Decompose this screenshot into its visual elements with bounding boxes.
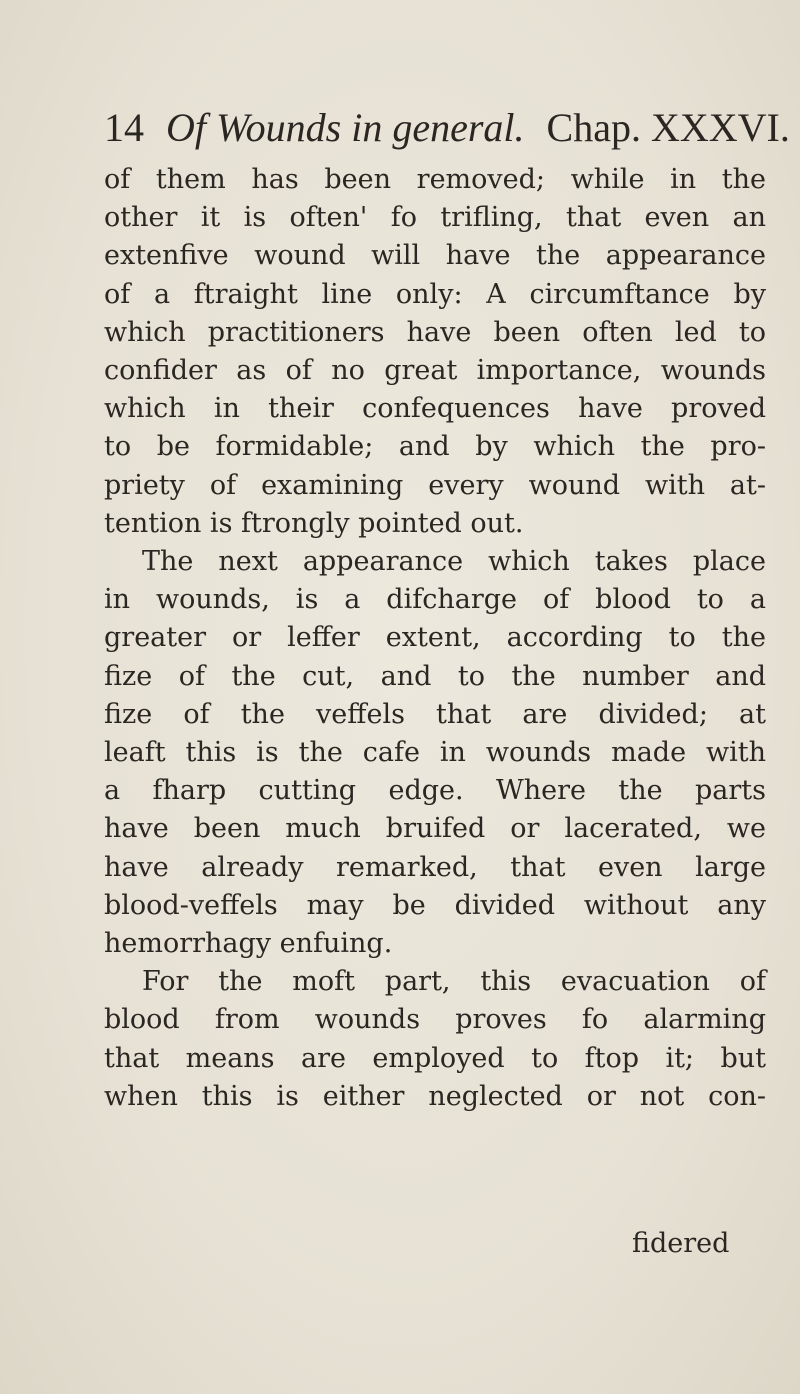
text-line: have already remarked, that even large bbox=[104, 851, 766, 883]
text-line: The next appearance which takes place bbox=[142, 546, 766, 577]
text-line: blood-veffels may be divided without any bbox=[104, 889, 766, 921]
text-line: when this is either neglected or not con- bbox=[104, 1080, 766, 1112]
running-title: Of Wounds in general. bbox=[166, 105, 525, 150]
text-line: which in their confequences have proved bbox=[104, 393, 766, 425]
text-line: For the moft part, this evacuation of bbox=[142, 966, 766, 998]
text-line: of them has been removed; while in the bbox=[104, 164, 766, 195]
text-line: have been much bruifed or lacerated, we bbox=[104, 813, 766, 845]
running-header bbox=[104, 100, 790, 156]
text-line: that means are employed to ftop it; but bbox=[104, 1042, 766, 1074]
text-line: blood from wounds proves fo alarming bbox=[104, 1004, 766, 1036]
text-line: confider as of no great importance, wounds bbox=[104, 355, 766, 386]
page-number: 14 bbox=[104, 105, 144, 150]
text-line: which practitioners have been often led to bbox=[104, 316, 766, 348]
text-line: of a ftraight line only: A circumftance by bbox=[104, 278, 766, 310]
text-line: tention is ftrongly pointed out. bbox=[104, 507, 524, 539]
text-line: priety of examining every wound with at- bbox=[104, 469, 766, 501]
text-line: greater or leffer extent, according to the bbox=[104, 622, 766, 654]
text-line: extenfive wound will have the appearance bbox=[104, 240, 766, 272]
text-line: in wounds, is a difcharge of blood to a bbox=[104, 584, 766, 616]
text-line: hemorrhagy enfuing. bbox=[104, 928, 393, 959]
text-line: fize of the veffels that are divided; at bbox=[104, 698, 766, 730]
text-line: fize of the cut, and to the number and bbox=[104, 660, 766, 692]
chapter-label: Chap. XXXVI. bbox=[546, 105, 790, 150]
catchword: fidered bbox=[632, 1228, 730, 1259]
text-line: a fharp cutting edge. Where the parts bbox=[104, 775, 766, 807]
text-line: leaft this is the cafe in wounds made with bbox=[104, 737, 766, 768]
text-line: other it is often' fo trifling, that even an bbox=[104, 202, 766, 234]
text-line: to be formidable; and by which the pro- bbox=[104, 431, 766, 463]
